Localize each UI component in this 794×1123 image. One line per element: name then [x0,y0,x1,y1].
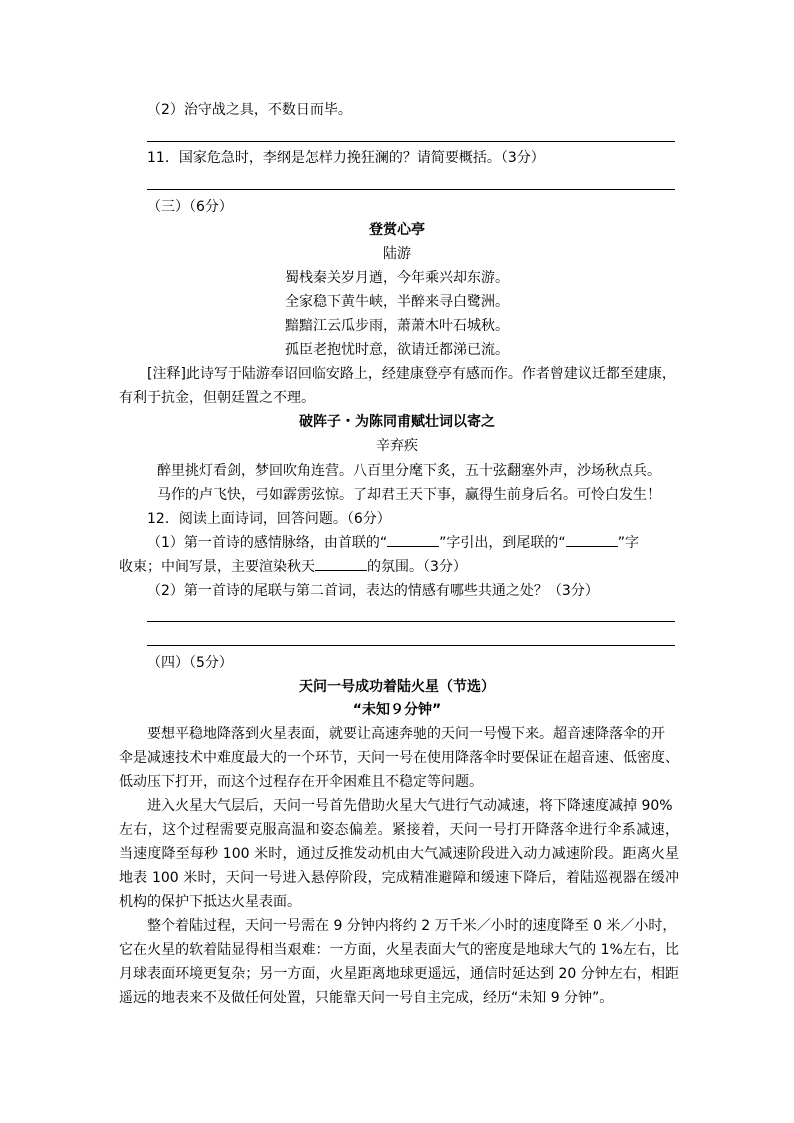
poem1-line: 孤臣老抱忧时意，欲请迁都涕已流。 [285,342,509,358]
question-12-2: （2）第一首诗的尾联与第二首词，表达的情感有哪些共通之处？（3分） [147,583,599,599]
poem2-author: 辛弃疾 [376,438,418,454]
note-line: [注释]此诗写于陆游奉诏回临安路上，经建康登亭有感而作。作者曾建议迁都至建康， [147,366,676,382]
article-line: 当速度降至每秒 100 米时，通过反推发动机由大气减速阶段进入动力减速阶段。距离火星 [119,846,679,862]
fill-blank[interactable] [566,533,618,547]
article-title: 天问一号成功着陆火星（节选） [299,679,495,695]
question-12-1-cont [119,557,467,577]
q12-1-text: （1）第一首诗的感情脉络，由首联的“ [147,535,388,551]
answer-line[interactable] [147,141,675,142]
article-line: 伞是减速技术中难度最大的一个环节，天问一号在使用降落伞时要保证在超音速、低密度、 [119,750,679,766]
note-line: 有利于抗金，但朝廷置之不理。 [119,390,315,406]
article-line: 地表 100 米时，天问一号进入悬停阶段，完成精准避障和缓速下降后，着陆巡视器在缓冲 [119,870,679,886]
question-12-1 [147,533,639,553]
poem1-line: 黯黯江云瓜步雨，萧萧木叶石城秋。 [285,318,509,334]
article-line: 整个着陆过程，天问一号需在 9 分钟内将约 2 万千米／小时的速度降至 0 米／小时， [147,918,677,934]
section-3-heading: （三）（6分） [147,199,233,215]
q12-1-text: 收束；中间写景，主要渲染秋天 [119,559,315,575]
q12-1-text: 的氛围。（3分） [367,559,467,575]
question-10-2: （2）治守战之具，不数日而毕。 [147,102,352,118]
poem1-line: 蜀栈秦关岁月遒，今年乘兴却东游。 [285,270,509,286]
article-line: 进入火星大气层后，天问一号首先借助火星大气进行气动减速，将下降速度减掉 90% [147,798,673,814]
article-line: 遥远的地表来不及做任何处置，只能靠天问一号自主完成，经历“未知 9 分钟”。 [119,990,614,1006]
article-line: 它在火星的软着陆显得相当艰难：一方面，火星表面大气的密度是地球大气的 1%左右，比 [119,942,679,958]
article-line: 低动压下打开，而这个过程存在开伞困难且不稳定等问题。 [119,774,483,790]
question-11: 11．国家危急时，李纲是怎样力挽狂澜的？请简要概括。（3分） [147,150,545,166]
poem2-line: 醉里挑灯看剑，梦回吹角连营。八百里分麾下炙，五十弦翻塞外声，沙场秋点兵。 [157,463,661,479]
q12-1-text: ”字 [617,535,639,551]
poem2-line: 马作的卢飞快，弓如霹雳弦惊。了却君王天下事，赢得生前身后名。可怜白发生！ [157,487,661,503]
poem2-title: 破阵子・为陈同甫赋壮词以寄之 [299,414,495,430]
question-12: 12．阅读上面诗词，回答问题。（6分） [147,511,391,527]
answer-line[interactable] [147,621,675,622]
article-line: 左右，这个过程需要克服高温和姿态偏差。紧接着，天问一号打开降落伞进行伞系减速， [119,822,679,838]
article-line: 机构的保护下抵达火星表面。 [119,894,301,910]
poem1-title: 登赏心亭 [369,222,425,238]
article-line: 要想平稳地降落到火星表面，就要让高速奔驰的天问一号慢下来。超音速降落伞的开 [147,726,665,742]
poem1-line: 全家稳下黄牛峡，半醉来寻白鹭洲。 [285,294,509,310]
poem1-author: 陆游 [383,246,411,262]
article-line: 月球表面环境更复杂；另一方面，火星距离地球更遥远，通信时延达到 20 分钟左右，相距 [119,966,679,982]
answer-line[interactable] [147,645,675,646]
article-subtitle: “未知９分钟” [352,702,442,718]
section-4-heading: （四）（5分） [147,655,233,671]
q12-1-text: ”字引出，到尾联的“ [439,535,566,551]
fill-blank[interactable] [315,557,367,571]
fill-blank[interactable] [387,533,439,547]
answer-line[interactable] [147,189,675,190]
